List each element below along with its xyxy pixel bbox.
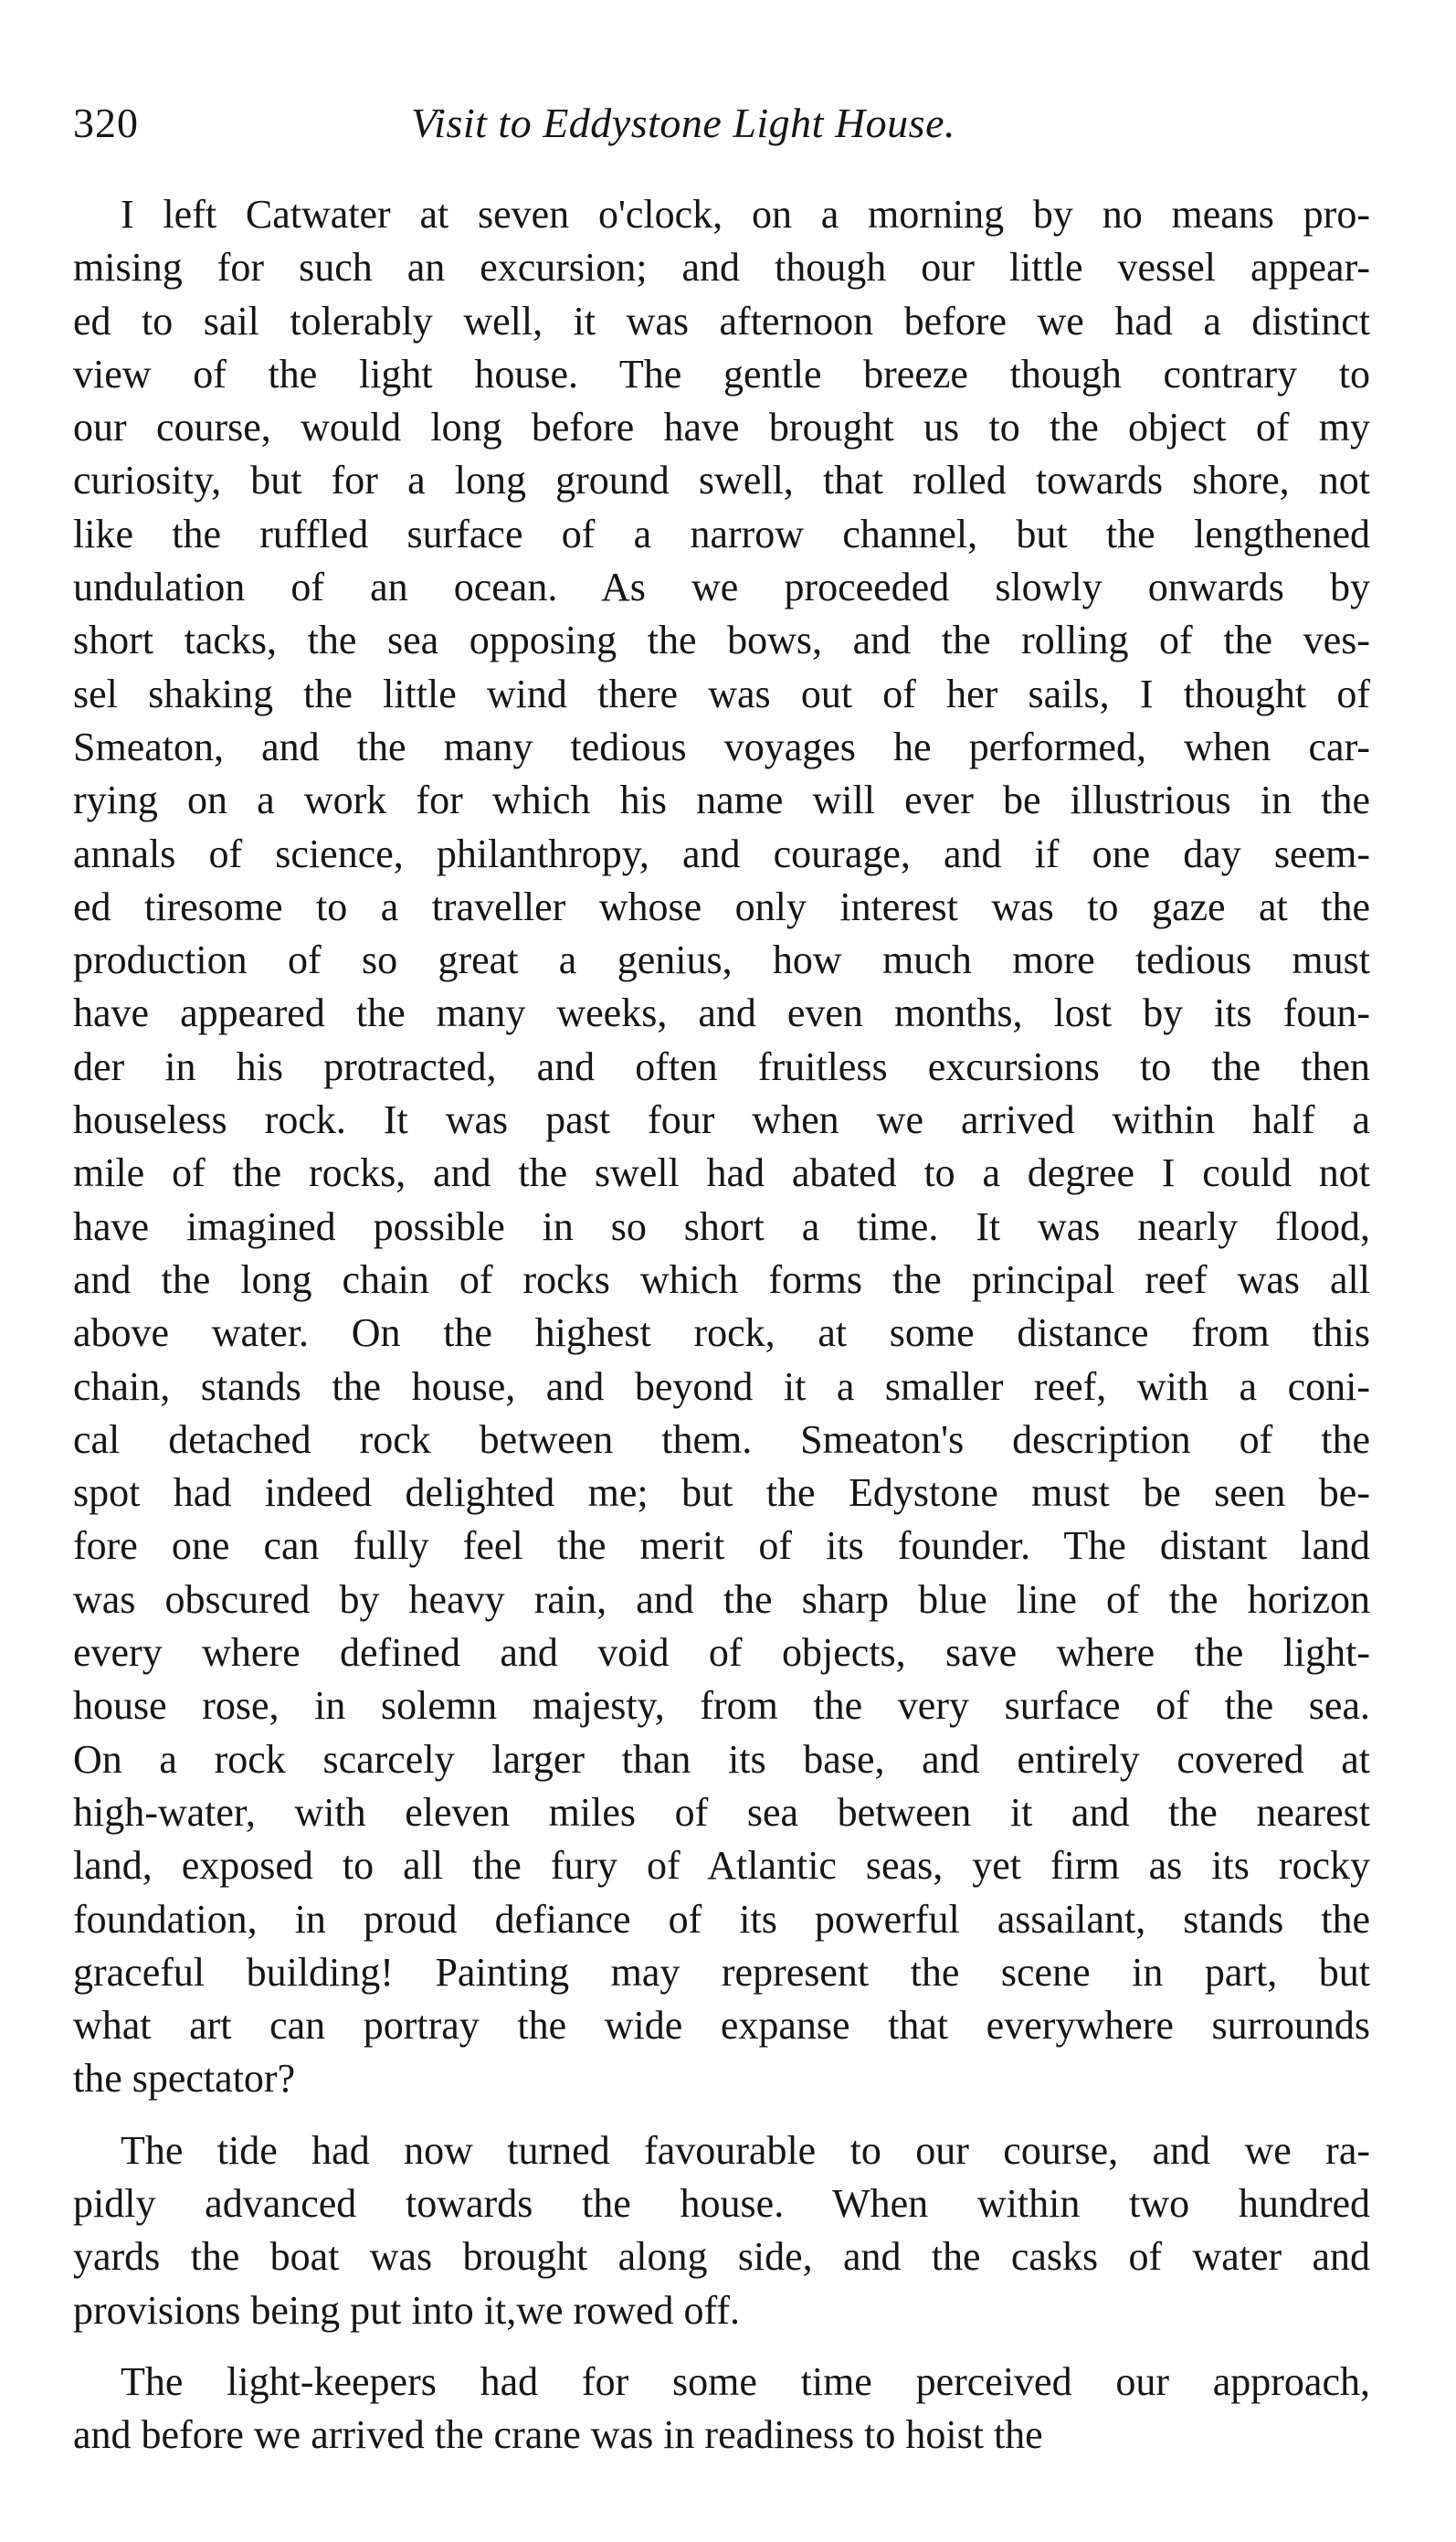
text-line: production of so great a genius, how much more tedious must bbox=[73, 937, 1370, 983]
text-line: house rose, in solemn majesty, from the very surface of the sea. bbox=[73, 1683, 1370, 1729]
book-page bbox=[73, 91, 1370, 2462]
text-line: our course, would long before have brought us to the object of my bbox=[73, 405, 1370, 450]
text-line: undulation of an ocean. As we proceeded slowly onwards by bbox=[73, 565, 1370, 610]
text-line: above water. On the highest rock, at some distance from this bbox=[73, 1310, 1370, 1356]
text-line: every where defined and void of objects, save where the light- bbox=[73, 1630, 1370, 1676]
text-line: Smeaton, and the many tedious voyages he performed, when car- bbox=[73, 724, 1370, 769]
text-line: have imagined possible in so short a time. It was nearly flood, bbox=[73, 1203, 1370, 1249]
text-line: The tide had now turned favourable to our course, and we ra- bbox=[121, 2127, 1370, 2173]
running-title: Visit to Eddystone Light House. bbox=[411, 100, 956, 146]
text-line: chain, stands the house, and beyond it a smaller reef, with a coni- bbox=[73, 1363, 1370, 1409]
text-line: like the ruffled surface of a narrow channel, but the lengthened bbox=[73, 511, 1370, 556]
paragraph bbox=[73, 2124, 1370, 2337]
text-line: curiosity, but for a long ground swell, that rolled towards shore, not bbox=[73, 458, 1370, 503]
text-line: The light-keepers had for some time perceived our approach, bbox=[121, 2358, 1370, 2404]
text-line: spot had indeed delighted me; but the Edystone must be seen be- bbox=[73, 1470, 1370, 1516]
text-line: On a rock scarcely larger than its base, and entirely covered at bbox=[73, 1736, 1370, 1782]
text-line: the spectator? bbox=[73, 2056, 296, 2102]
text-line: have appeared the many weeks, and even months, lost by its foun- bbox=[73, 990, 1370, 1036]
text-line: view of the light house. The gentle breeze though contrary to bbox=[73, 351, 1370, 397]
text-line: what art can portray the wide expanse that everywhere surrounds bbox=[73, 2003, 1370, 2049]
text-line: mising for such an excursion; and though our little vessel appear- bbox=[73, 245, 1370, 291]
text-line: land, exposed to all the fury of Atlantic seas, yet firm as its rocky bbox=[73, 1843, 1370, 1889]
text-line: cal detached rock between them. Smeaton's description of the bbox=[73, 1416, 1370, 1462]
text-line: ed tiresome to a traveller whose only interest was to gaze at the bbox=[73, 884, 1370, 929]
text-line: rying on a work for which his name will ever be illustrious in the bbox=[73, 778, 1370, 823]
text-line: ed to sail tolerably well, it was afternoon before we had a distinct bbox=[73, 298, 1370, 344]
text-line: sel shaking the little wind there was out of her sails, I thought of bbox=[73, 671, 1370, 716]
text-line: short tacks, the sea opposing the bows, and the rolling of the ves- bbox=[73, 618, 1370, 663]
text-line: and before we arrived the crane was in readiness to hoist the bbox=[73, 2412, 1043, 2458]
paragraph bbox=[73, 2356, 1370, 2463]
text-line: provisions being put into it,we rowed off. bbox=[73, 2287, 740, 2333]
text-line: pidly advanced towards the house. When within two hundred bbox=[73, 2180, 1370, 2226]
text-line: fore one can fully feel the merit of its founder. The distant land bbox=[73, 1523, 1370, 1569]
text-line: and the long chain of rocks which forms the principal reef was all bbox=[73, 1256, 1370, 1302]
text-line: houseless rock. It was past four when we arrived within half a bbox=[73, 1097, 1370, 1143]
text-line: foundation, in proud defiance of its powerful assailant, stands the bbox=[73, 1896, 1370, 1942]
page-number: 320 bbox=[73, 100, 139, 146]
paragraph bbox=[73, 188, 1370, 2106]
running-head bbox=[73, 91, 1370, 155]
text-line: annals of science, philanthropy, and courage, and if one day seem- bbox=[73, 831, 1370, 876]
text-line: was obscured by heavy rain, and the sharp blue line of the horizon bbox=[73, 1576, 1370, 1622]
text-line: high-water, with eleven miles of sea between it and the nearest bbox=[73, 1789, 1370, 1835]
text-line: I left Catwater at seven o'clock, on a morning by no means pro- bbox=[121, 192, 1370, 237]
text-line: yards the boat was brought along side, and the casks of water and bbox=[73, 2234, 1370, 2280]
body-text bbox=[73, 188, 1370, 2462]
text-line: graceful building! Painting may represent the scene in part, but bbox=[73, 1949, 1370, 1995]
text-line: mile of the rocks, and the swell had abated to a degree I could not bbox=[73, 1150, 1370, 1196]
text-line: der in his protracted, and often fruitless excursions to the then bbox=[73, 1043, 1370, 1089]
